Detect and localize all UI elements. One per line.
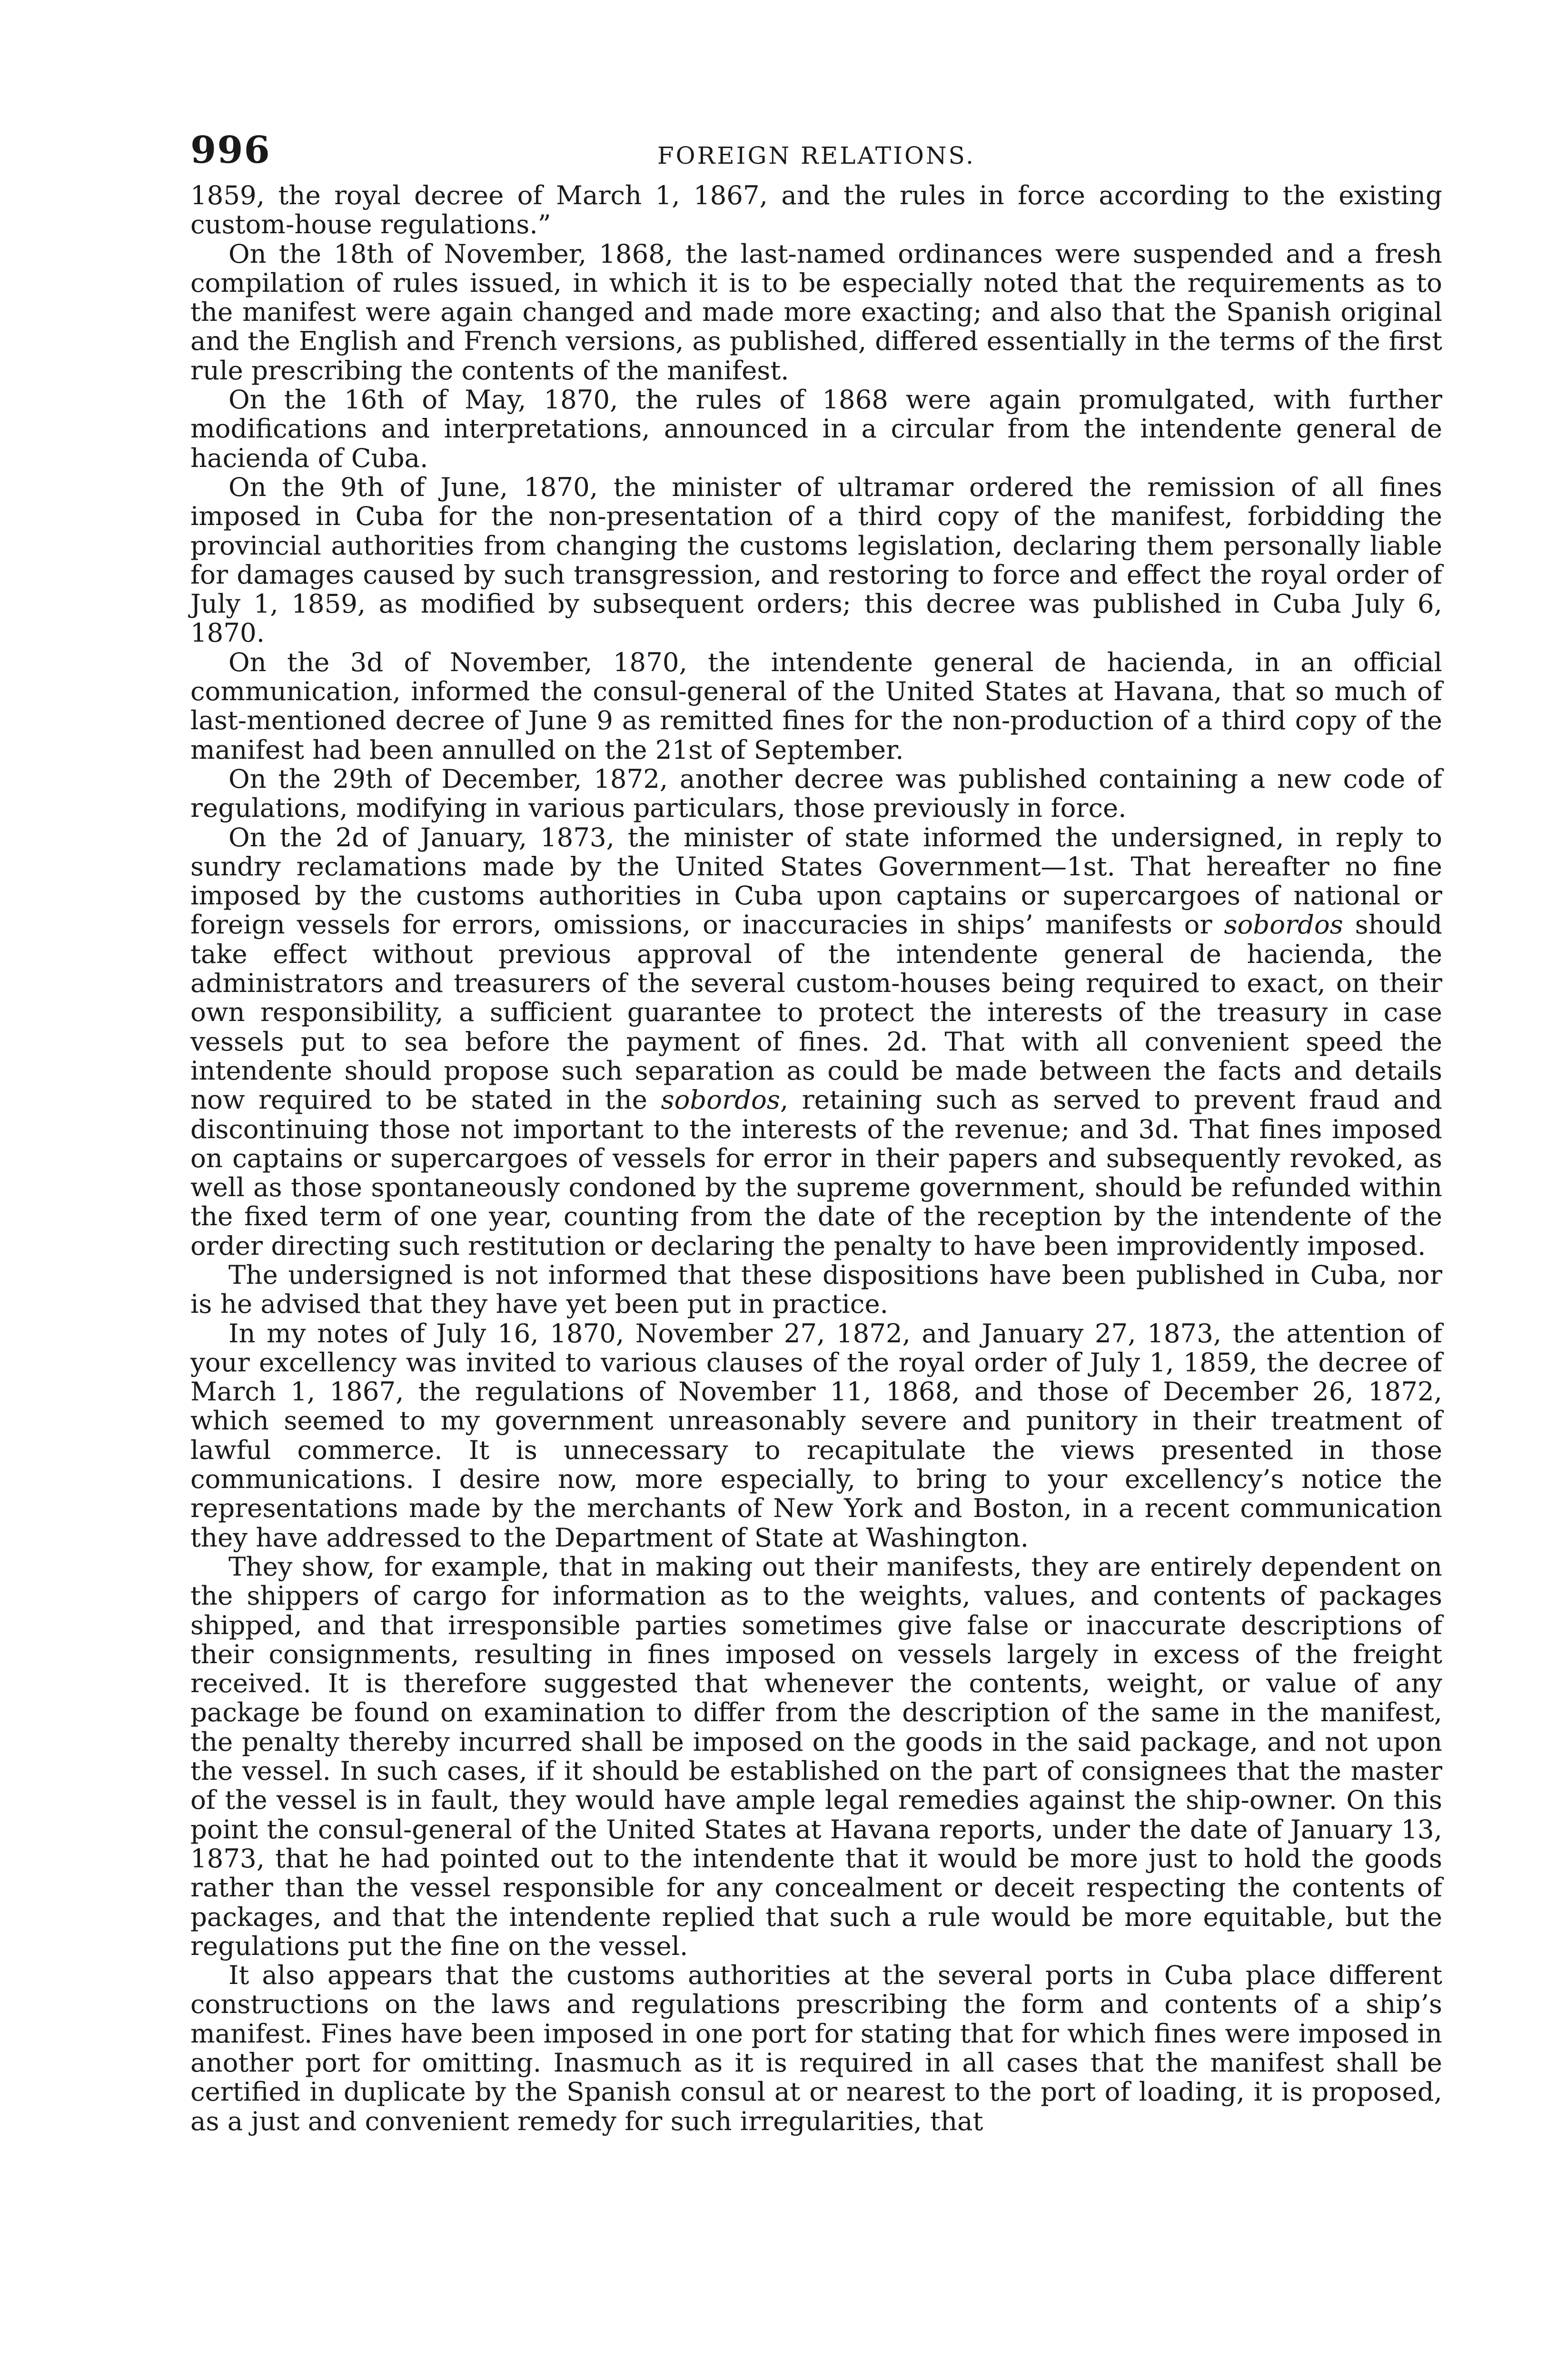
- paragraph-text: It also appears that the customs authorities at the several ports in Cuba place different constructions on the laws and regulations prescribing the form and contents of a ship’s manifest. Fines have been imposed in one port for stating that for which fines were imposed in another port for omitting. Inasmuch as it is required in all cases that the manifest shall be certified in duplicate by the Spanish consul at or nearest to the port of loading, it is proposed, as a just and convenient remedy for such irregularities, that: [190, 1960, 1442, 2136]
- paragraph-text: On the 16th of May, 1870, the rules of 1868 were again promulgated, with further modifications and interpretations, announced in a circular from the intendente general de hacienda of Cuba.: [190, 384, 1442, 473]
- page-number: 996: [190, 129, 271, 172]
- paragraph-text: The undersigned is not informed that these dispositions have been published in Cuba, nor is he advised that they have yet been put in practice.: [190, 1259, 1442, 1319]
- paragraph: [190, 239, 1442, 385]
- document-page: [190, 114, 1442, 2136]
- paragraph: [190, 473, 1442, 648]
- paragraph: [190, 385, 1442, 473]
- paragraph-text: On the 29th of December, 1872, another decree was published containing a new code of regulations, modifying in various particulars, those previously in force.: [190, 763, 1442, 823]
- paragraph-text: , retaining such as served to prevent fraud and discontinuing those not important to the interests of the revenue; and 3d. That fines imposed on captains or supercargoes of vessels for error in their papers and subsequently revoked, as well as those spontaneously condoned by the supreme government, should be refunded within the fixed term of one year, counting from the date of the reception by the intendente of the order directing such restitution or declaring the penalty to have been improvidently imposed.: [190, 1084, 1442, 1261]
- body-text: [190, 181, 1442, 2136]
- paragraph: [190, 1319, 1442, 1552]
- running-title: FOREIGN RELATIONS.: [657, 142, 976, 169]
- paragraph-text: 1859, the royal decree of March 1, 1867, and the rules in force according to the existing custom-house regulations.”: [190, 180, 1442, 240]
- paragraph-text: They show, for example, that in making out their manifests, they are entirely dependent on the shippers of cargo for information as to the weights, values, and contents of packages shipped, and that irresponsible parties sometimes give false or inaccurate descriptions of their consignments, resulting in fines imposed on vessels largely in excess of the freight received. It is therefore suggested that whenever the contents, weight, or value of any package be found on examination to differ from the description of the same in the manifest, the penalty thereby incurred shall be imposed on the goods in the said package, and not upon the vessel. In such cases, if it should be established on the part of consignees that the master of the vessel is in fault, they would have ample legal remedies against the ship-owner. On this point the consul-general of the United States at Havana reports, under the date of January 13, 1873, that he had pointed out to the intendente that it would be more just to hold the goods rather than the vessel responsible for any concealment or deceit respecting the contents of packages, and that the intendente replied that such a rule would be more equitable, but the regulations put the fine on the vessel.: [190, 1551, 1442, 1961]
- paragraph: [190, 1961, 1442, 2136]
- paragraph: [190, 648, 1442, 764]
- italic-term: sobordos: [1224, 909, 1343, 940]
- paragraph-text: On the 3d of November, 1870, the intendente general de hacienda, in an official communication, informed the consul-general of the United States at Havana, that so much of last-mentioned decree of June 9 as remitted fines for the non-production of a third copy of the manifest had been annulled on the 21st of September.: [190, 646, 1442, 765]
- paragraph: [190, 1260, 1442, 1319]
- paragraph: [190, 823, 1442, 1260]
- paragraph-text: should take effect without previous approval of the intendente general de hacienda, the administrators and treasurers of the several custom-houses being required to exact, on their own responsibility, a sufficient guarantee to protect the interests of the treasury in case vessels put to sea before the payment of fines. 2d. That with all convenient speed the intendente should propose such separation as could be made between the facts and details now required to be stated in the: [190, 909, 1442, 1115]
- paragraph-text: In my notes of July 16, 1870, November 27, 1872, and January 27, 1873, the attention of your excellency was invited to various clauses of the royal order of July 1, 1859, the decree of March 1, 1867, the regulations of November 11, 1868, and those of December 26, 1872, which seemed to my government unreasonably severe and punitory in their treatment of lawful commerce. It is unnecessary to recapitulate the views presented in those communications. I desire now, more especially, to bring to your excellency’s notice the representations made by the merchants of New York and Boston, in a recent communication they have addressed to the Department of State at Washington.: [190, 1318, 1442, 1553]
- running-head: [190, 114, 1442, 181]
- italic-term: sobordos: [661, 1084, 780, 1115]
- paragraph-text: On the 18th of November, 1868, the last-named ordinances were suspended and a fresh compilation of rules issued, in which it is to be especially noted that the requirements as to the manifest were again changed and made more exacting; and also that the Spanish original and the English and French versions, as published, differed essentially in the terms of the first rule prescribing the contents of the manifest.: [190, 238, 1442, 386]
- paragraph-text: On the 2d of January, 1873, the minister of state informed the undersigned, in reply to sundry reclamations made by the United States Government—1st. That hereafter no fine imposed by the customs authorities in Cuba upon captains or supercargoes of national or foreign vessels for errors, omissions, or inaccuracies in ships’ manifests or: [190, 822, 1442, 940]
- paragraph-text: On the 9th of June, 1870, the minister of ultramar ordered the remission of all fines imposed in Cuba for the non-presentation of a third copy of the manifest, forbidding the provincial authorities from changing the customs legislation, declaring them personally liable for damages caused by such transgression, and restoring to force and effect the royal order of July 1, 1859, as modified by subsequent orders; this decree was published in Cuba July 6, 1870.: [190, 471, 1442, 648]
- paragraph: [190, 764, 1442, 823]
- paragraph: [190, 1552, 1442, 1961]
- paragraph: [190, 181, 1442, 239]
